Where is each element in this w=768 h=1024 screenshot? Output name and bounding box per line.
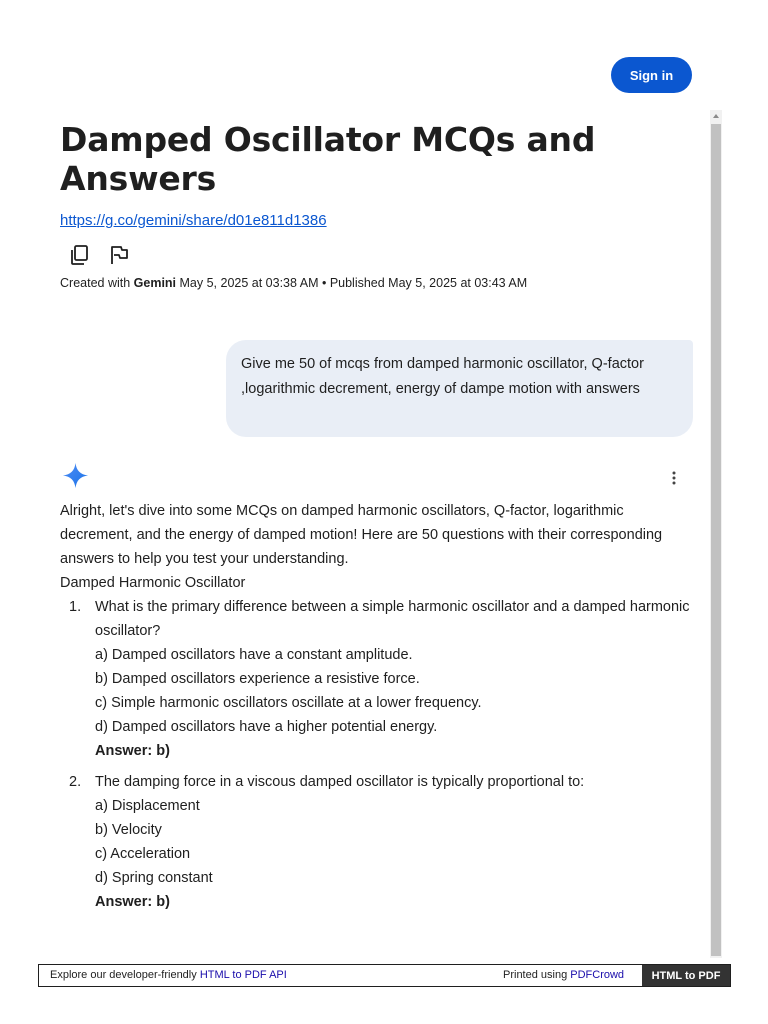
- gemini-sparkle-icon: [62, 462, 89, 489]
- question-number: 1.: [69, 599, 82, 615]
- response-body: [60, 499, 700, 921]
- option-c: c) Acceleration: [95, 846, 191, 862]
- option-b: b) Damped oscillators experience a resistive force.: [95, 671, 420, 687]
- footer-printed: [503, 969, 624, 981]
- pdfcrowd-footer: [38, 964, 731, 987]
- question-list: [60, 595, 700, 914]
- meta-separator: •: [318, 276, 330, 290]
- option-c: c) Simple harmonic oscillators oscillate at a lower frequency.: [95, 695, 482, 711]
- question-item: [60, 770, 700, 914]
- user-prompt-text: Give me 50 of mcqs from damped harmonic oscillator, Q-factor ,logarithmic decrement, energy of dampe motion with answers: [241, 356, 644, 397]
- more-vert-icon[interactable]: [667, 470, 681, 486]
- option-b: b) Velocity: [95, 822, 162, 838]
- created-date: May 5, 2025 at 03:38 AM: [176, 276, 319, 290]
- question-text: The damping force in a viscous damped oscillator is typically proportional to:: [95, 774, 585, 790]
- pdfcrowd-link[interactable]: PDFCrowd: [570, 969, 625, 981]
- footer-explore-text: Explore our developer-friendly: [50, 969, 200, 981]
- user-prompt-bubble: [226, 340, 693, 437]
- copy-icon[interactable]: [69, 244, 91, 266]
- footer-printed-text: Printed using: [503, 969, 571, 981]
- section-title: Damped Harmonic Oscillator: [60, 575, 246, 591]
- page-title: Damped Oscillator MCQs and Answers: [60, 120, 596, 198]
- option-a: a) Damped oscillators have a constant amplitude.: [95, 647, 413, 663]
- scrollbar-thumb[interactable]: [711, 124, 721, 956]
- question-number: 2.: [69, 774, 82, 790]
- created-prefix: Created with: [60, 276, 134, 290]
- option-d: d) Spring constant: [95, 870, 213, 886]
- meta-info: [60, 276, 527, 290]
- scroll-up-arrow-icon[interactable]: [710, 110, 722, 122]
- flag-icon[interactable]: [108, 244, 130, 266]
- question-text: What is the primary difference between a simple harmonic oscillator and a damped harmonic oscillator?: [95, 599, 690, 639]
- app-name: Gemini: [133, 276, 177, 290]
- scrollbar[interactable]: [710, 110, 722, 958]
- footer-explore: [50, 969, 287, 981]
- answer-label: Answer: b): [95, 894, 170, 910]
- response-intro: Alright, let's dive into some MCQs on damped harmonic oscillators, Q-factor, logarithmic decrement, and the energy of damped motion! Here are 50 questions with their corresponding answers to help you test your understanding.: [60, 503, 663, 567]
- published-date: Published May 5, 2025 at 03:43 AM: [329, 276, 528, 290]
- html-to-pdf-badge[interactable]: HTML to PDF: [642, 965, 730, 986]
- share-link[interactable]: https://g.co/gemini/share/d01e811d1386: [60, 212, 327, 229]
- option-a: a) Displacement: [95, 798, 200, 814]
- answer-label: Answer: b): [95, 743, 170, 759]
- option-d: d) Damped oscillators have a higher potential energy.: [95, 719, 438, 735]
- html-to-pdf-api-link[interactable]: HTML to PDF API: [199, 969, 287, 981]
- question-item: [60, 595, 700, 763]
- sign-in-button[interactable]: Sign in: [611, 57, 692, 93]
